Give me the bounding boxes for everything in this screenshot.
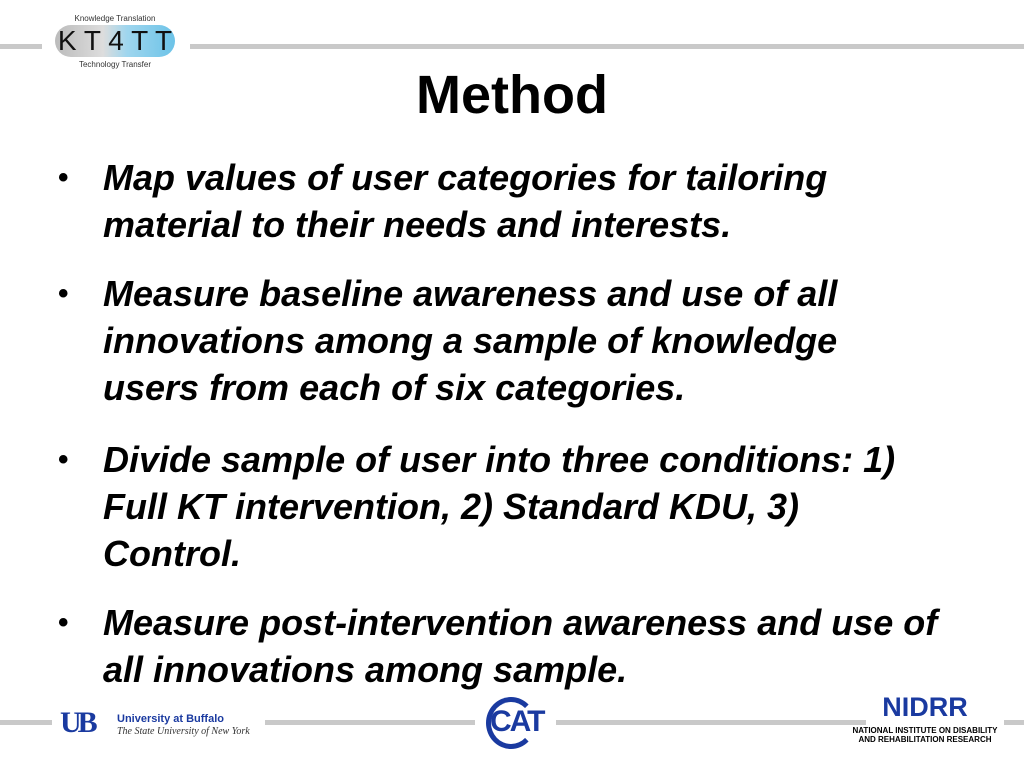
slide-title: Method xyxy=(416,65,608,125)
ub-mark: UB xyxy=(60,706,94,739)
bullet-3: • Divide sample of user into three conditions: 1) Full KT intervention, 2) Standard KDU, 3) Control. xyxy=(58,436,958,577)
top-rule-right xyxy=(190,44,1024,49)
bullet-2: • Measure baseline awareness and use of all innovations among a sample of knowledge users from each of six categories. xyxy=(58,270,958,411)
bullet-dot: • xyxy=(58,161,69,194)
ub-name: University at Buffalo xyxy=(117,713,224,725)
kt4tt-top-text: Knowledge Translation xyxy=(74,14,156,23)
bottom-rule-1 xyxy=(0,720,52,725)
nidrr-line1: NATIONAL INSTITUTE ON DISABILITY xyxy=(852,726,998,735)
nidrr-mark: NIDRR xyxy=(882,692,968,722)
bullet-dot: • xyxy=(58,277,69,310)
bullet-dot: • xyxy=(58,606,69,639)
ub-sub: The State University of New York xyxy=(117,726,250,737)
bullet-1: • Map values of user categories for tailoring material to their needs and interests. xyxy=(58,154,958,248)
cat-logo xyxy=(486,697,542,745)
bullet-4: • Measure post-intervention awareness and use of all innovations among sample. xyxy=(58,599,958,693)
bottom-rule-2 xyxy=(265,720,475,725)
bottom-rule-3 xyxy=(556,720,866,725)
university-at-buffalo-logo xyxy=(60,706,260,740)
top-rule-left xyxy=(0,44,42,49)
kt4tt-main-text: K T 4 T T xyxy=(57,25,173,56)
nidrr-logo xyxy=(840,686,1010,748)
kt4tt-bottom-text: Technology Transfer xyxy=(78,60,152,69)
bullet-dot: • xyxy=(58,443,69,476)
nidrr-line2: AND REHABILITATION RESEARCH xyxy=(858,735,992,744)
cat-mark: CAT xyxy=(490,705,544,738)
